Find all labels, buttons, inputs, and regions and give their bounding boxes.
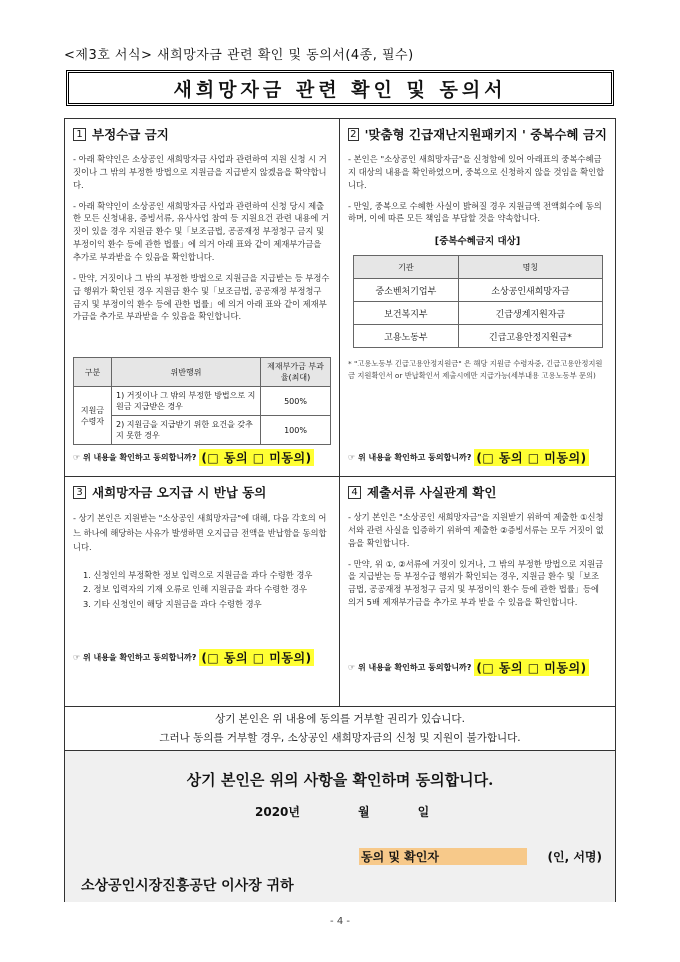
section-paragraph: - 아래 확약인은 소상공인 새희망자금 사업과 관련하여 지원 신청 시 거짓이나 그 밖의 부정한 방법으로 지원금을 지급받지 않겠음을 확약합니다. [73, 154, 327, 190]
list-item: 1. 신청인의 부정확한 정보 입력으로 지원금을 과다 수령한 경우 [83, 569, 313, 580]
table-cell: 긴급생계지원자금 [459, 302, 602, 325]
table-cell-group: 지원금 수령자 [74, 387, 112, 445]
date-day[interactable]: 일 [417, 805, 430, 819]
consent-question: ☞ 위 내용을 확인하고 동의합니까? [73, 653, 197, 662]
consent-prompt [348, 659, 589, 676]
section-paragraph: - 만일, 중복으로 수혜한 사실이 밝혀질 경우 지원금액 전액회수에 동의하며, 이에 따른 모든 책임을 부담할 것을 약속합니다. [348, 200, 602, 224]
penalty-table [73, 357, 331, 445]
consent-question: ☞ 위 내용을 확인하고 동의합니까? [348, 453, 472, 462]
section-title [73, 125, 331, 143]
refusal-notice [65, 707, 615, 751]
agreement-statement: 상기 본인은 위의 사항을 확인하며 동의합니다. [186, 771, 494, 789]
table-cell: 중소벤처기업부 [353, 279, 459, 302]
recipient: 소상공인시장진흥공단 이사장 귀하 [81, 878, 294, 894]
table-header: 명칭 [459, 256, 602, 279]
section-title-text: 새희망자금 오지급 시 반납 동의 [92, 485, 267, 500]
consent-question: ☞ 위 내용을 확인하고 동의합니까? [348, 663, 472, 672]
table-cell: 소상공인새희망자금 [459, 279, 602, 302]
section-document-verification [340, 477, 615, 707]
section-refund-consent [65, 477, 340, 707]
consent-checkbox-group[interactable]: (□ 동의 □ 미동의) [476, 451, 587, 465]
section-number: 4 [348, 486, 361, 499]
section-number: 2 [348, 128, 359, 141]
section-paragraph: - 아래 확약인이 소상공인 새희망자금 사업과 관련하여 신청 당시 제출한 모든 신청내용, 증빙서류, 유사사업 참여 등 지원요건 관련 내용에 거짓이 있을 경우 지원금 환수 및「보조금법, 공공재정 부정청구 금지 및 부정이익 환수 등에 관한 법률」에 의거 아래 표와 같이 제재부가금을 추가로 부과받을 수 있음을 확인합니다. [73, 200, 330, 263]
section-paragraph: - 만약, 거짓이나 그 밖의 부정한 방법으로 지원금을 지급받는 등 부정수급 행위가 확인된 경우 지원금 환수 및「보조금법, 공공재정 부정청구 금지 및 부정이익 환수 등에 관한 법률」에 의거 아래 표와 같이 제재부가금을 추가로 부과받을 수 있음을 확인합니다. [73, 272, 330, 322]
table-cell: 고용노동부 [353, 325, 459, 348]
consent-question: ☞ 위 내용을 확인하고 동의합니까? [73, 453, 197, 462]
sections-grid [65, 119, 615, 707]
section-title-text: 부정수급 금지 [92, 127, 169, 142]
table-row [74, 387, 331, 416]
section-paragraph: - 만약, 위 ①, ②서류에 거짓이 있거나, 그 밖의 부정한 방법으로 지원금을 지급받는 등 부정수급 행위가 확인되는 경우, 지원금 환수 및「보조금법, 공공재정 부정청구 금지 및 부정이익 환수 등에 관한 법률」등에 의거 5배 제재부가금을 추가로 부과 받을 수 있음을 확인합니다. [348, 558, 604, 608]
section-title [348, 483, 607, 501]
consent-checkbox-group[interactable]: (□ 동의 □ 미동의) [201, 651, 312, 665]
table-cell-violation: 1) 거짓이나 그 밖의 부정한 방법으로 지원금 지급받은 경우 [112, 387, 261, 416]
table-cell-violation: 2) 지원금을 지급받기 위한 요건을 갖추지 못한 경우 [112, 416, 261, 445]
section-title-text: '맞춤형 긴급재난지원패키지 ' 중복수혜 금지 [364, 127, 607, 142]
table-cell: 보건복지부 [353, 302, 459, 325]
signer-line [359, 848, 602, 865]
section-title-text: 제출서류 사실관계 확인 [367, 485, 497, 500]
form-body [64, 118, 616, 902]
date-line [255, 803, 429, 820]
consent-prompt [73, 449, 314, 466]
date-month[interactable]: 월 [358, 805, 370, 819]
document-title: 새희망자금 관련 확인 및 동의서 [173, 78, 507, 101]
date-year: 2020년 [255, 805, 300, 819]
table-header: 기관 [353, 256, 459, 279]
table-cell: 긴급고용안정지원금* [459, 325, 602, 348]
section-duplicate-benefit [340, 119, 615, 477]
table-header-row [74, 358, 331, 387]
list-item: 3. 기타 신청인이 해당 지원금을 과다 수령한 경우 [83, 599, 262, 610]
table-row [353, 302, 602, 325]
title-box [66, 70, 614, 106]
consent-prompt [348, 449, 589, 466]
table-cell-rate: 100% [261, 416, 331, 445]
section-title [73, 483, 331, 501]
consent-prompt [73, 649, 314, 666]
section-number: 1 [73, 128, 86, 141]
table-row [353, 325, 602, 348]
duplicate-benefit-table [353, 255, 603, 348]
table-header: 구분 [74, 358, 112, 387]
notice-line: 그러나 동의를 거부할 경우, 소상공인 새희망자금의 신청 및 지원이 불가합니다. [159, 732, 521, 744]
section-paragraph: - 상기 본인은 "소상공인 새희망자금"을 지원받기 위하여 제출한 ①신청서와 관련 사실을 입증하기 위하여 제출한 ②증빙서류는 모두 거짓이 없음을 확인합니다. [348, 512, 604, 548]
list-item: 2. 정보 입력자의 기재 오류로 인해 지원금을 과다 수령한 경우 [83, 584, 308, 595]
section-number: 3 [73, 486, 86, 499]
consent-checkbox-group[interactable]: (□ 동의 □ 미동의) [476, 661, 587, 675]
signer-suffix: (인, 서명) [547, 850, 602, 864]
table-header: 위반행위 [112, 358, 261, 387]
section-paragraph: - 본인은 "소상공인 새희망자금"을 신청함에 있어 아래표의 중복수혜금지 대상의 내용을 확인하였으며, 중복으로 신청하지 않을 것임을 확인합니다. [348, 154, 605, 190]
table-row [353, 279, 602, 302]
table-header: 제재부가금 부과율(최대) [261, 358, 331, 387]
signer-label[interactable]: 동의 및 확인자 [359, 848, 527, 865]
section-title [348, 125, 607, 143]
table-row [74, 416, 331, 445]
table-header-row [353, 256, 602, 279]
notice-line: 상기 본인은 위 내용에 동의를 거부할 권리가 있습니다. [215, 713, 465, 725]
form-header: <제3호 서식> 새희망자금 관련 확인 및 동의서(4종, 필수) [64, 48, 414, 63]
table-cell-rate: 500% [261, 387, 331, 416]
consent-checkbox-group[interactable]: (□ 동의 □ 미동의) [201, 451, 312, 465]
table-subheading: [중복수혜금지 대상] [434, 236, 521, 248]
page-number: - 4 - [330, 916, 350, 927]
table-footnote: * "고용노동부 긴급고용안정지원금" 은 해당 지원금 수령자중, 긴급고용안정지원금 지원확인서 or 반납확인서 제출시에만 지급가능(세부내용 고용노동부 문의) [348, 359, 603, 380]
signature-area [65, 751, 615, 902]
section-fraud-prohibition [65, 119, 340, 477]
section-paragraph: - 상기 본인은 지원받는 "소상공인 새희망자금"에 대해, 다음 각호의 어느 하나에 해당하는 사유가 발생하면 오지급금 전액을 반납함을 동의합니다. [73, 513, 327, 553]
